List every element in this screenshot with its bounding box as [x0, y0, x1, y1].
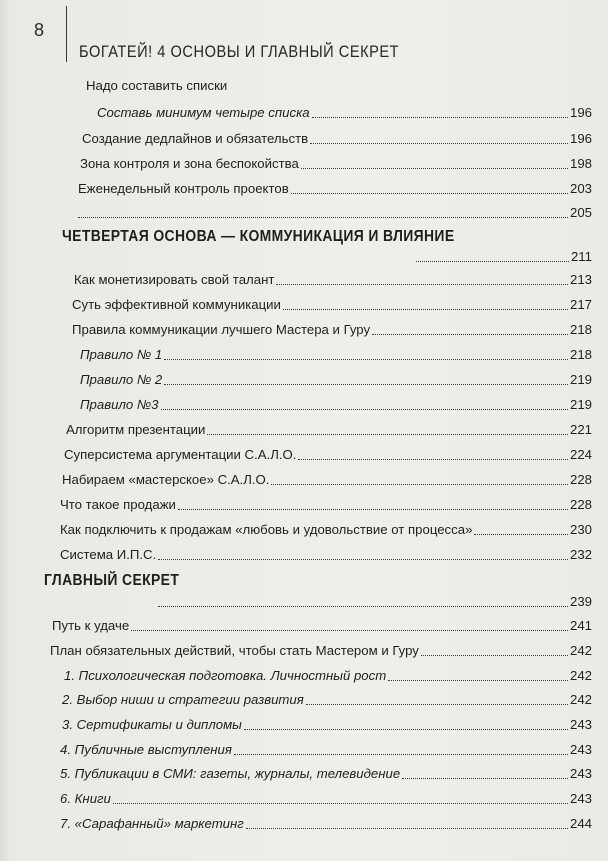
- toc-entry-page: 196: [569, 131, 592, 146]
- section-heading: [62, 224, 592, 246]
- toc-entry-title: Составь минимум четыре списка: [97, 105, 310, 120]
- toc-entry: [158, 590, 592, 610]
- toc-entry-title: 4. Публичные выступления: [60, 742, 232, 757]
- toc-entry: [80, 393, 592, 413]
- toc-entry-title: Как монетизировать свой талант: [74, 272, 275, 287]
- toc-entry-title: Набираем «мастерское» С.А.Л.О.: [62, 472, 270, 487]
- toc-entry-page: 211: [570, 249, 592, 264]
- section-title: ГЛАВНЫЙ СЕКРЕТ: [44, 572, 180, 589]
- toc-entry-page: 239: [569, 594, 592, 609]
- toc-entry-title: 6. Книги: [60, 791, 111, 806]
- toc-entry: [62, 688, 592, 708]
- toc-entry-page: 217: [569, 297, 592, 312]
- toc-entry: [60, 762, 592, 782]
- dot-leader: [246, 828, 568, 829]
- dot-leader: [388, 680, 568, 681]
- dot-leader: [164, 384, 568, 385]
- toc-entry: [86, 74, 227, 94]
- toc-entry-page: 196: [569, 105, 592, 120]
- toc-entry-title: Суперсистема аргументации С.А.Л.О.: [64, 447, 297, 462]
- toc-entry: [60, 518, 592, 538]
- toc-entry: [52, 614, 592, 634]
- toc-entry-page: 224: [569, 447, 592, 462]
- toc-entry-title: 2. Выбор ниши и стратегии развития: [62, 692, 304, 707]
- running-title: БОГАТЕЙ! 4 ОСНОВЫ И ГЛАВНЫЙ СЕКРЕТ: [79, 42, 400, 61]
- toc-entry-page: 243: [569, 766, 592, 781]
- toc-entry-page: 228: [569, 497, 592, 512]
- toc-entry-title: Система И.П.С.: [60, 547, 157, 562]
- toc-entry-page: 242: [569, 643, 592, 658]
- toc-entry-title: Суть эффективной коммуникации: [72, 297, 281, 312]
- toc-entry-page: 219: [569, 372, 592, 387]
- toc-entry-page: 243: [569, 717, 592, 732]
- dot-leader: [306, 704, 568, 705]
- toc-entry: [60, 812, 592, 832]
- dot-leader: [207, 434, 568, 435]
- toc-entry-title: Правило № 2: [80, 372, 163, 387]
- toc-entry: [82, 127, 592, 147]
- dot-leader: [310, 143, 568, 144]
- dot-leader: [78, 217, 568, 218]
- toc-entry-page: 221: [569, 422, 592, 437]
- toc-entry-page: 241: [569, 618, 592, 633]
- dot-leader: [158, 606, 568, 607]
- toc-entry-page: 203: [569, 181, 592, 196]
- toc-entry: [64, 443, 592, 463]
- dot-leader: [291, 193, 568, 194]
- toc-entry-title: 3. Сертификаты и дипломы: [62, 717, 242, 732]
- toc-entry-title: Что такое продажи: [60, 497, 176, 512]
- toc-entry-title: План обязательных действий, чтобы стать Мастером и Гуру: [50, 643, 419, 658]
- dot-leader: [421, 655, 568, 656]
- dot-leader: [244, 729, 568, 730]
- toc-entry: [74, 268, 592, 288]
- dot-leader: [234, 754, 568, 755]
- dot-leader: [131, 630, 568, 631]
- toc-entry: [72, 318, 592, 338]
- toc-entry-page: 205: [569, 205, 592, 220]
- toc-entry-page: 244: [569, 816, 592, 831]
- dot-leader: [276, 284, 568, 285]
- toc-entry-page: 218: [569, 347, 592, 362]
- toc-entry-page: 243: [569, 791, 592, 806]
- dot-leader: [402, 778, 568, 779]
- toc-entry-title: 1. Психологическая подготовка. Личностный рост: [64, 668, 387, 683]
- page-number: 8: [34, 20, 45, 40]
- dot-leader: [164, 359, 568, 360]
- section-heading: [44, 568, 592, 590]
- dot-leader: [474, 534, 568, 535]
- toc-entry-page: 218: [569, 322, 592, 337]
- dot-leader: [161, 409, 568, 410]
- toc-entry-page: 213: [569, 272, 592, 287]
- toc-entry-page: 242: [569, 668, 592, 683]
- toc-entry-title: Алгоритм презентации: [66, 422, 206, 437]
- toc-entry-title: Путь к удаче: [52, 618, 130, 633]
- toc-entry: [64, 664, 592, 684]
- section-title: ЧЕТВЕРТАЯ ОСНОВА — КОММУНИКАЦИЯ И ВЛИЯНИЕ: [62, 228, 455, 245]
- toc-entry-title: Правило №3: [80, 397, 159, 412]
- dot-leader: [178, 509, 568, 510]
- toc-entry-title: Надо составить списки: [86, 78, 228, 93]
- toc-entry: [97, 101, 592, 121]
- toc-entry: [72, 293, 592, 313]
- dot-leader: [113, 803, 568, 804]
- dot-leader: [298, 459, 568, 460]
- dot-leader: [271, 484, 568, 485]
- toc-entry-page: 198: [569, 156, 592, 171]
- dot-leader: [301, 168, 568, 169]
- dot-leader: [416, 261, 569, 262]
- toc-entry-page: 219: [569, 397, 592, 412]
- toc-entry-page: 243: [569, 742, 592, 757]
- toc-entry: [60, 493, 592, 513]
- toc-entry-title: Еженедельный контроль проектов: [78, 181, 289, 196]
- toc-entry: [80, 343, 592, 363]
- toc-entry-title: 7. «Сарафанный» маркетинг: [60, 816, 244, 831]
- toc-entry-title: Правило № 1: [80, 347, 163, 362]
- toc-entry-title: Как подключить к продажам «любовь и удовольствие от процесса»: [60, 522, 473, 537]
- toc-entry: [62, 468, 592, 488]
- toc-entry-title: Создание дедлайнов и обязательств: [82, 131, 309, 146]
- dot-leader: [283, 309, 568, 310]
- dot-leader: [312, 117, 568, 118]
- toc-entry-title: Правила коммуникации лучшего Мастера и Гуру: [72, 322, 371, 337]
- toc-entry: [66, 418, 592, 438]
- toc-entry-title: 5. Публикации в СМИ: газеты, журналы, телевидение: [60, 766, 401, 781]
- dot-leader: [158, 559, 568, 560]
- toc-entry: [78, 201, 592, 221]
- toc-entry-page: 228: [569, 472, 592, 487]
- toc-entry: [50, 639, 592, 659]
- toc-entry: [62, 713, 592, 733]
- toc-entry: [80, 152, 592, 172]
- toc-entry: [416, 245, 592, 265]
- toc-entry: [60, 738, 592, 758]
- toc-entry: [78, 177, 592, 197]
- dot-leader: [372, 334, 568, 335]
- toc-entry: [60, 543, 592, 563]
- toc-entry-page: 232: [569, 547, 592, 562]
- toc-entry-page: 242: [569, 692, 592, 707]
- toc-entry: [60, 787, 592, 807]
- toc-entry-page: 230: [569, 522, 592, 537]
- toc-entry: [80, 368, 592, 388]
- toc-entry-title: Зона контроля и зона беспокойства: [80, 156, 299, 171]
